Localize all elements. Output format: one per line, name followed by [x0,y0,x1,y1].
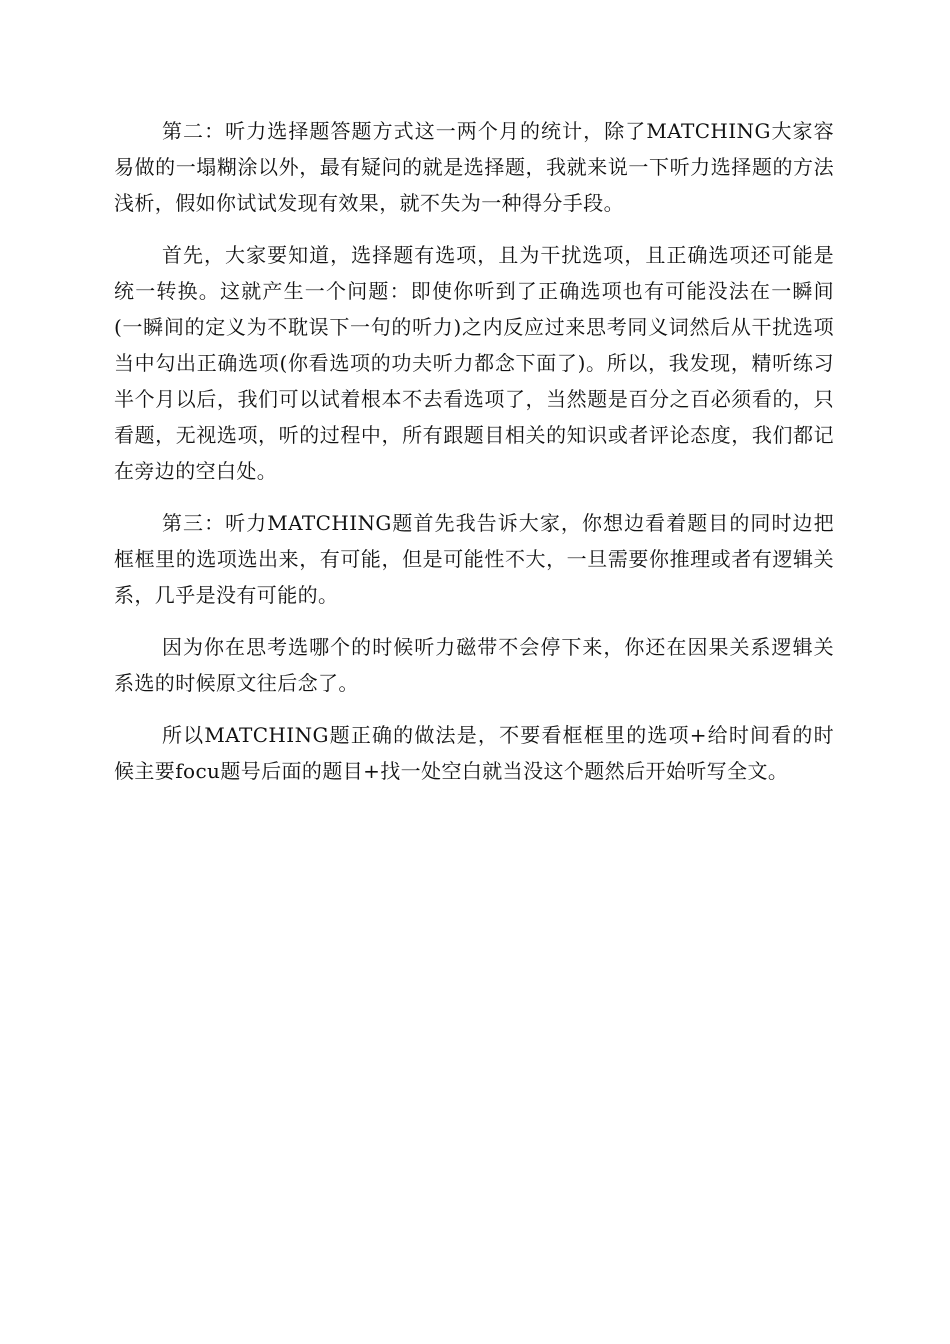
paragraph-listening-choice: 第二：听力选择题答题方式这一两个月的统计，除了MATCHING大家容易做的一塌糊涂以外，最有疑问的就是选择题，我就来说一下听力选择题的方法浅析，假如你试试发现有效果，就不失为一种得分手段。 [114,119,834,215]
paragraph-matching-intro: 第三：听力MATCHING题首先我告诉大家，你想边看着题目的同时边把框框里的选项选出来，有可能，但是可能性不大，一旦需要你推理或者有逻辑关系，几乎是没有可能的。 [114,511,834,607]
paragraph-matching-method: 所以MATCHING题正确的做法是，不要看框框里的选项+给时间看的时候主要focu题号后面的题目+找一处空白就当没这个题然后开始听写全文。 [114,723,834,783]
paragraph-matching-reason: 因为你在思考选哪个的时候听力磁带不会停下来，你还在因果关系逻辑关系选的时候原文往后念了。 [114,635,834,695]
document-body [114,113,834,805]
paragraph-options-strategy: 首先，大家要知道，选择题有选项，且为干扰选项，且正确选项还可能是统一转换。这就产生一个问题：即使你听到了正确选项也有可能没法在一瞬间(一瞬间的定义为不耽误下一句的听力)之内反应过来思考同义词然后从干扰选项当中勾出正确选项(你看选项的功夫听力都念下面了)。所以，我发现，精听练习半个月以后，我们可以试着根本不去看选项了，当然题是百分之百必须看的，只看题，无视选项，听的过程中，所有跟题目相关的知识或者评论态度，我们都记在旁边的空白处。 [114,243,834,483]
